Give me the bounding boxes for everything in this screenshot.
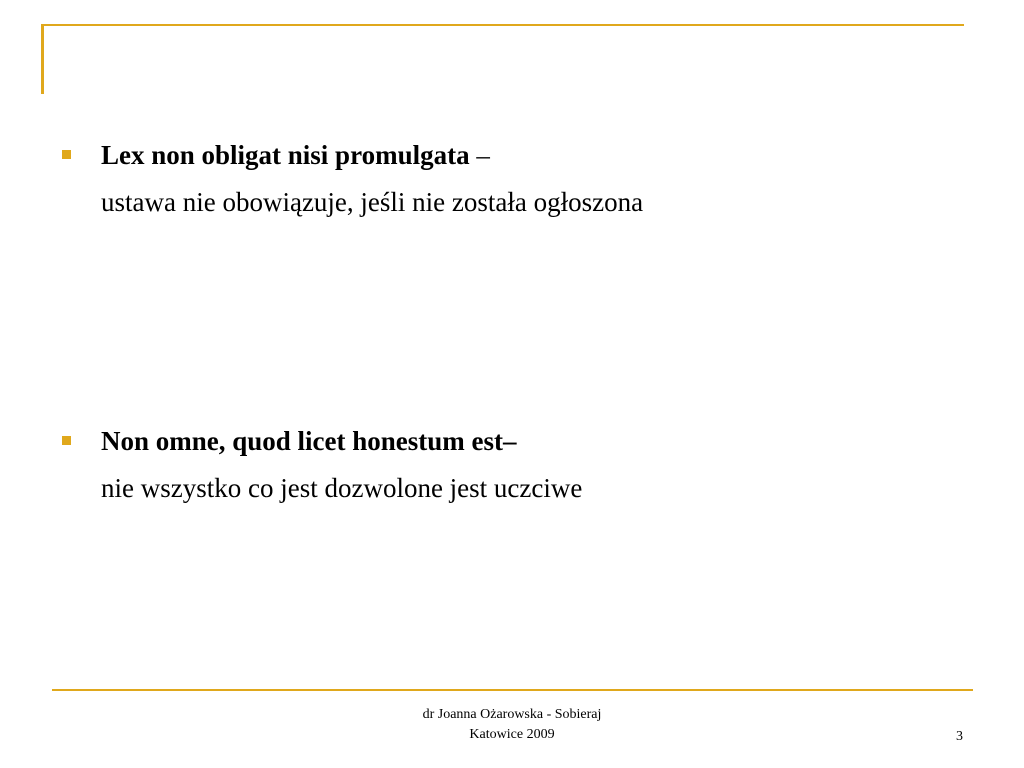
bullet-2-heading bbox=[101, 425, 517, 457]
bullet-1-heading bbox=[101, 139, 490, 171]
bullet-2-translation: nie wszystko co jest dozwolone jest uczciwe bbox=[101, 473, 583, 503]
bullet-2-latin-maxim: Non omne, quod licet honestum est– bbox=[101, 426, 517, 456]
bullet-1-dash: – bbox=[469, 140, 490, 170]
square-bullet-icon bbox=[62, 436, 71, 445]
footer-place-year: Katowice 2009 bbox=[469, 727, 555, 742]
footer-accent-line bbox=[52, 689, 973, 691]
footer-author: dr Joanna Ożarowska - Sobieraj bbox=[422, 707, 602, 722]
bullet-1-translation: ustawa nie obowiązuje, jeśli nie została ogłoszona bbox=[101, 187, 644, 217]
frame-top-accent-line bbox=[41, 24, 964, 26]
page-number: 3 bbox=[956, 729, 963, 744]
square-bullet-icon bbox=[62, 150, 71, 159]
bullet-1-latin-maxim: Lex non obligat nisi promulgata bbox=[101, 140, 470, 170]
frame-left-accent-line bbox=[41, 24, 44, 94]
